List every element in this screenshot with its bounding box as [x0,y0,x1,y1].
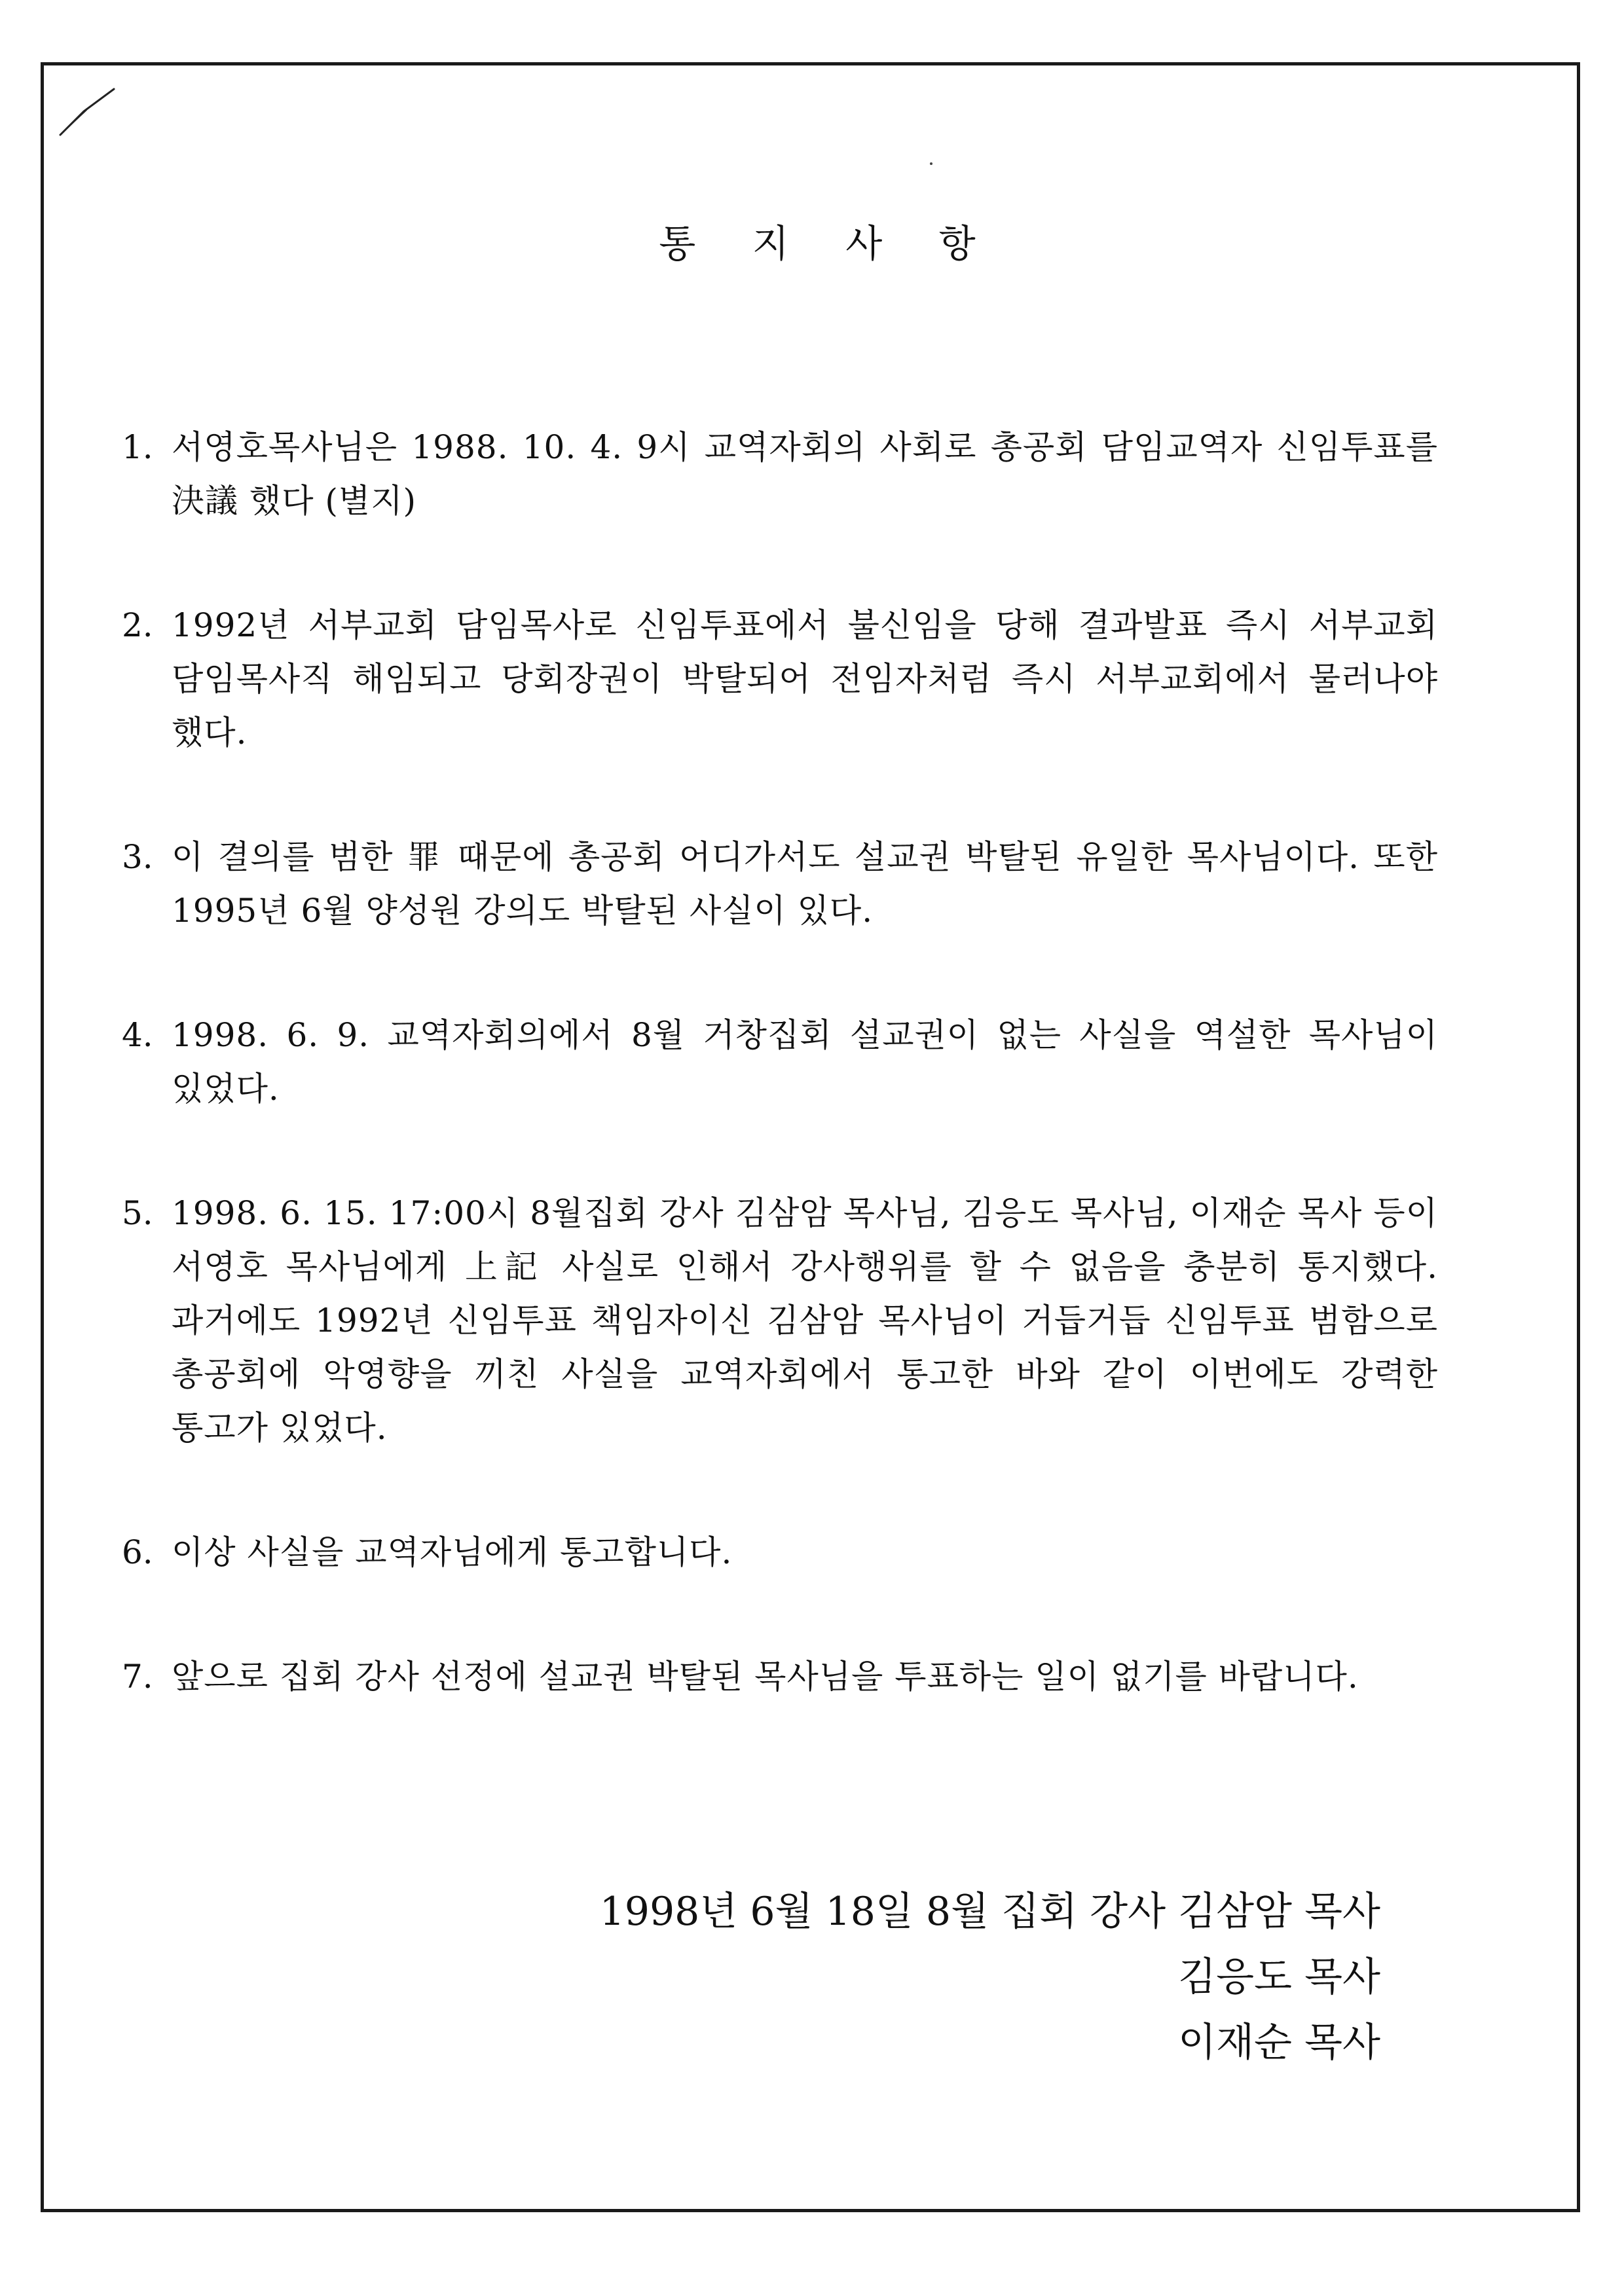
notice-item-6 [122,1525,1438,1579]
notice-item-4 [122,1008,1438,1116]
item-text: 1992년 서부교회 담임목사로 신임투표에서 불신임을 당해 결과발표 즉시 서부교회 담임목사직 해임되고 당회장권이 박탈되어 전임자처럼 즉시 서부교회에서 물러나야 했다. [172,606,1438,752]
item-text: 이 결의를 범한 罪 때문에 총공회 어디가서도 설교권 박탈된 유일한 목사님이다. 또한 1995년 6월 양성원 강의도 박탈된 사실이 있다. [172,838,1438,930]
item-text: 서영호목사님은 1988. 10. 4. 9시 교역자회의 사회로 총공회 담임교역자 신임투표를 決議 했다 (별지) [172,428,1438,520]
signature-block [600,1879,1380,2075]
item-text: 1998. 6. 15. 17:00시 8월집회 강사 김삼암 목사님, 김응도 목사님, 이재순 목사 등이 서영호 목사님에게 上記 사실로 인해서 강사행위를 할 수 없음을 충분히 통지했다. 과거에도 1992년 신임투표 책임자이신 김삼암 목사님이 거듭거듭 신임투표 범함으로 총공회에 악영향을 끼친 사실을 교역자회에서 통고한 바와 같이 이번에도 강력한 통고가 있었다. [172,1194,1438,1447]
item-text: 앞으로 집회 강사 선정에 설교권 박탈된 목사님을 투표하는 일이 없기를 바랍니다. [172,1658,1359,1696]
notice-item-7 [122,1650,1438,1704]
notice-list [122,420,1438,1774]
notice-item-1 [122,420,1438,528]
item-text: 이상 사실을 교역자님에게 통고합니다. [172,1533,733,1571]
document-title: 통 지 사 항 [659,221,998,266]
item-text: 1998. 6. 9. 교역자회의에서 8월 거창집회 설교권이 없는 사실을 역설한 목사님이 있었다. [172,1016,1438,1108]
pen-stroke-mark [58,85,117,137]
item-number: 5. [122,1194,153,1232]
item-number: 3. [122,838,153,876]
item-number: 1. [122,428,153,466]
item-number: 6. [122,1533,153,1571]
item-number: 7. [122,1658,153,1696]
signature-line-signer-3: 이재순 목사 [1178,2020,1380,2066]
notice-item-2 [122,598,1438,759]
notice-item-5 [122,1186,1438,1455]
notice-item-3 [122,830,1438,938]
signature-line-date-and-signer: 1998년 6월 18일 8월 집회 강사 김삼암 목사 [599,1889,1380,1935]
scan-speck [930,162,932,165]
signature-line-signer-2: 김응도 목사 [1178,1954,1380,2000]
item-number: 4. [122,1016,153,1054]
item-number: 2. [122,606,153,644]
